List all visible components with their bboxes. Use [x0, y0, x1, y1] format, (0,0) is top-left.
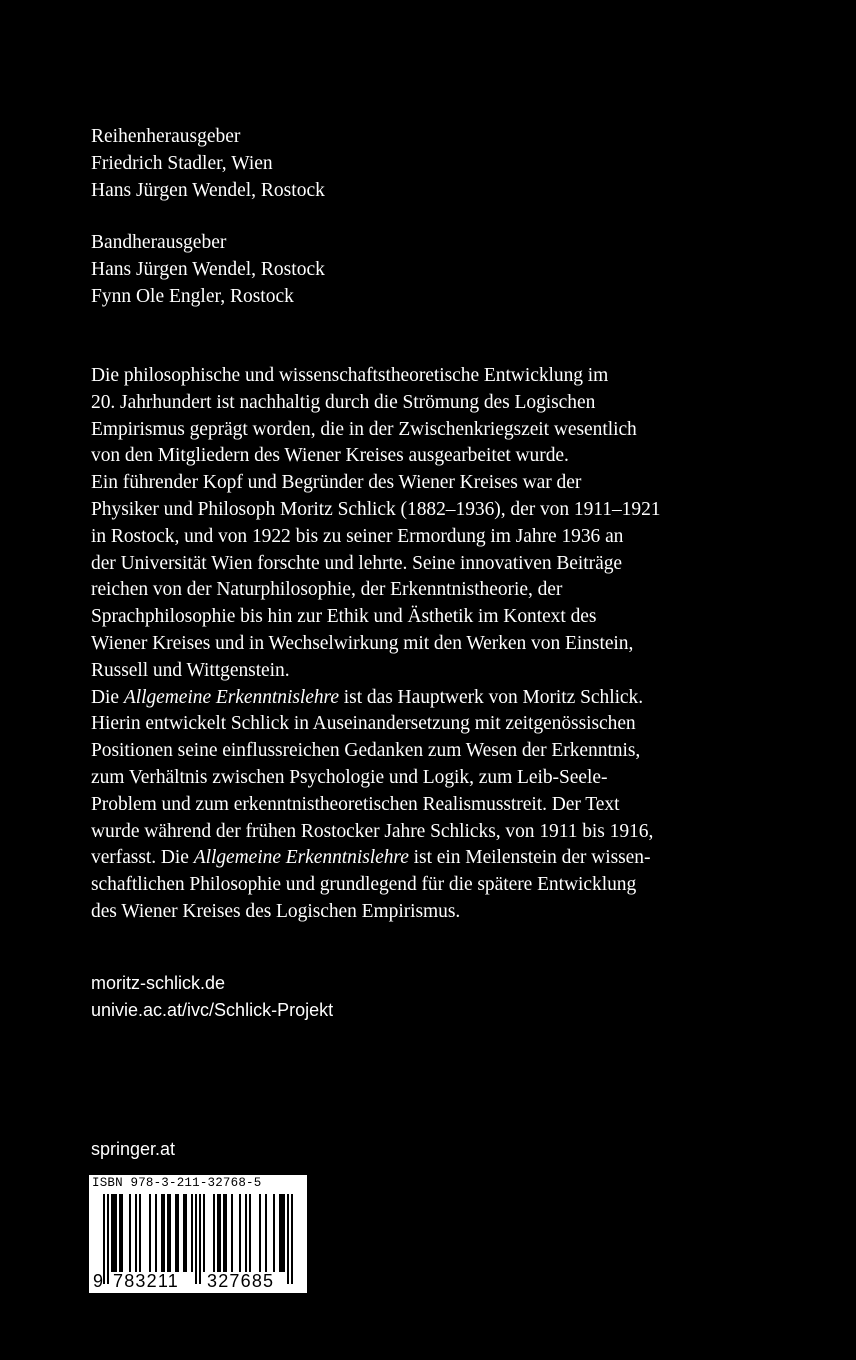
barcode-bar — [287, 1194, 289, 1284]
barcode-bar — [149, 1194, 151, 1272]
barcode-bar — [239, 1194, 241, 1272]
barcode-bar — [119, 1194, 121, 1272]
barcode-bar — [169, 1194, 171, 1272]
series-editor-name: Hans Jürgen Wendel, Rostock — [91, 179, 325, 201]
volume-editor-name: Hans Jürgen Wendel, Rostock — [91, 258, 325, 280]
barcode-bar — [259, 1194, 261, 1272]
volume-editor-name: Fynn Ole Engler, Rostock — [91, 285, 294, 307]
isbn-label: ISBN 978-3-211-32768-5 — [92, 1176, 262, 1190]
description-paragraph-2 — [91, 470, 761, 684]
barcode-digit-first: 9 — [93, 1271, 105, 1291]
barcode-bar — [217, 1194, 219, 1272]
barcode-bar — [139, 1194, 141, 1272]
isbn-barcode — [89, 1175, 307, 1293]
description-line: Empirismus geprägt worden, die in der Zwischenkriegszeit wesentlich — [91, 418, 637, 440]
barcode-bar — [115, 1194, 117, 1272]
book-description — [91, 363, 761, 926]
description-line: Wiener Kreises und in Wechselwirkung mit den Werken von Einstein, — [91, 632, 634, 654]
barcode-bar — [279, 1194, 281, 1272]
barcode-bar — [177, 1194, 179, 1272]
series-editor-name: Friedrich Stadler, Wien — [91, 152, 273, 174]
description-line: Positionen seine einflussreichen Gedanken zum Wesen der Erkenntnis, — [91, 740, 641, 762]
barcode-digits-right: 327685 — [207, 1271, 275, 1291]
barcode-bar — [113, 1194, 115, 1272]
series-editors-heading: Reihenherausgeber — [91, 126, 241, 147]
description-line: Sprachphilosophie bis hin zur Ethik und Ästhetik im Kontext des — [91, 606, 597, 628]
publisher-url — [91, 1136, 175, 1163]
barcode-bar — [273, 1194, 275, 1272]
description-line: Problem und zum erkenntnistheoretischen Realismusstreit. Der Text — [91, 793, 620, 815]
description-line: wurde während der frühen Rostocker Jahre Schlicks, von 1911 bis 1916, — [91, 820, 654, 842]
barcode-bar — [245, 1194, 247, 1272]
description-line — [91, 685, 761, 712]
description-line: Ein führender Kopf und Begründer des Wiener Kreises war der — [91, 472, 582, 494]
description-line: Physiker und Philosoph Moritz Schlick (1882–1936), der von 1911–1921 — [91, 498, 661, 520]
barcode-bar — [183, 1194, 185, 1272]
description-line: des Wiener Kreises des Logischen Empirismus. — [91, 900, 461, 922]
barcode-bar — [219, 1194, 221, 1272]
publisher-link[interactable]: springer.at — [91, 1139, 176, 1159]
description-line: von den Mitgliedern des Wiener Kreises ausgearbeitet wurde. — [91, 445, 569, 467]
barcode-bar — [195, 1194, 197, 1284]
barcode-bar — [291, 1194, 293, 1284]
volume-editors — [91, 230, 325, 310]
series-editors — [91, 124, 325, 204]
description-line: Russell und Wittgenstein. — [91, 659, 290, 681]
barcode-bar — [185, 1194, 187, 1272]
barcode-bar — [231, 1194, 233, 1272]
barcode-bar — [135, 1194, 137, 1272]
description-line: zum Verhältnis zwischen Psychologie und Logik, zum Leib-Seele- — [91, 766, 608, 788]
description-line: Hierin entwickelt Schlick in Auseinandersetzung mit zeitgenössischen — [91, 713, 636, 735]
barcode-bar — [163, 1194, 165, 1272]
barcode-bar — [129, 1194, 131, 1272]
barcode-digits-left: 783211 — [113, 1271, 179, 1291]
barcode-bar — [225, 1194, 227, 1272]
barcode-bar — [175, 1194, 177, 1272]
line-text: Die — [91, 686, 124, 708]
barcode-bar — [281, 1194, 283, 1272]
book-title-italic: Allgemeine Erkenntnislehre — [193, 847, 409, 869]
description-paragraph-3 — [91, 685, 761, 926]
barcode-bar — [191, 1194, 193, 1272]
barcode-bar — [283, 1194, 285, 1272]
barcode-bar — [249, 1194, 251, 1272]
barcode-bar — [155, 1194, 157, 1272]
description-line — [91, 845, 761, 872]
description-line: reichen von der Naturphilosophie, der Erkenntnistheorie, der — [91, 579, 563, 601]
description-line: Die philosophische und wissenschaftstheoretische Entwicklung im — [91, 365, 609, 386]
barcode-bar — [161, 1194, 163, 1272]
book-title-italic: Allgemeine Erkenntnislehre — [123, 686, 339, 708]
description-line: 20. Jahrhundert ist nachhaltig durch die Strömung des Logischen — [91, 391, 596, 413]
volume-editors-heading: Bandherausgeber — [91, 232, 227, 253]
barcode-bar — [203, 1194, 205, 1272]
barcode-bar — [111, 1194, 113, 1272]
barcode-bar — [223, 1194, 225, 1272]
website-links — [91, 970, 333, 1024]
barcode-bar — [265, 1194, 267, 1272]
line-text: verfasst. Die — [91, 847, 194, 869]
barcode-bar — [107, 1194, 109, 1284]
line-text: ist ein Meilenstein der wissen- — [408, 847, 651, 869]
description-line: in Rostock, und von 1922 bis zu seiner Ermordung im Jahre 1936 an — [91, 525, 624, 547]
barcode-bar — [121, 1194, 123, 1272]
website-link[interactable]: univie.ac.at/ivc/Schlick-Projekt — [91, 999, 334, 1020]
website-link[interactable]: moritz-schlick.de — [91, 973, 226, 993]
description-paragraph-1 — [91, 363, 761, 470]
description-line: der Universität Wien forschte und lehrte. Seine innovativen Beiträge — [91, 552, 622, 574]
description-line: schaftlichen Philosophie und grundlegend für die spätere Entwicklung — [91, 874, 637, 896]
line-text: ist das Hauptwerk von Moritz Schlick. — [338, 686, 644, 708]
barcode-bar — [167, 1194, 169, 1272]
barcode-bar — [213, 1194, 215, 1272]
barcode-bar — [199, 1194, 201, 1284]
